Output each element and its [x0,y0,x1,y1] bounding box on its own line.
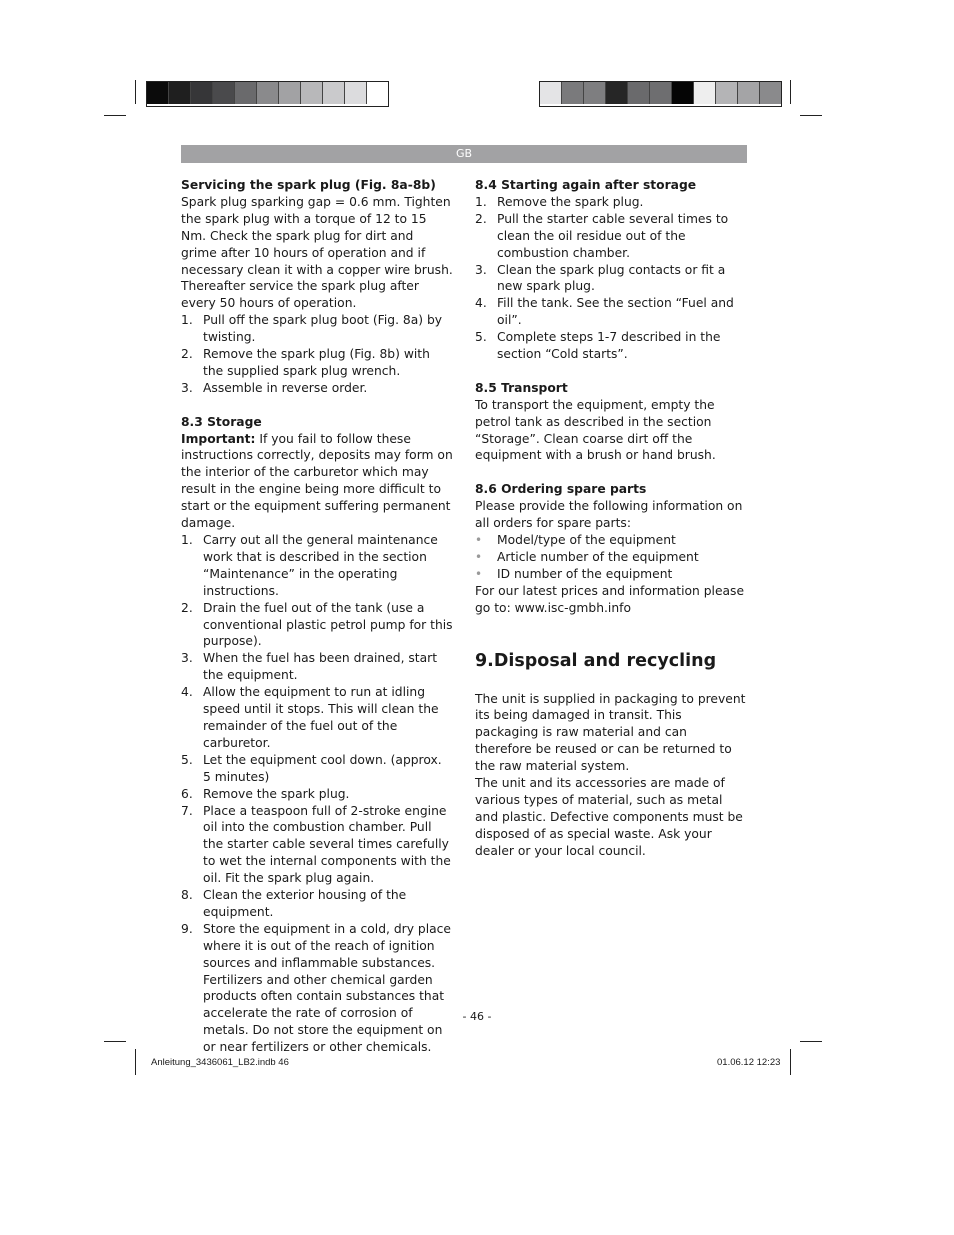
spark-plug-heading: Servicing the spark plug (Fig. 8a-8b) [181,178,436,192]
starting-again-steps [475,194,747,363]
crop-mark [800,115,822,116]
item-text: Complete steps 1-7 described in the section “Cold starts”. [497,330,721,362]
crop-mark [800,1041,822,1042]
list-item [475,532,747,549]
item-text: Carry out all the general maintenance work that is described in the section “Maintenance” in the operating instructions. [203,533,438,598]
color-swatch [235,82,257,104]
important-text: If you fail to follow these instructions correctly, deposits may form on the interior of the carburetor which may result in the engine being more difficult to start or the equipment suffering permanent damage. [181,431,453,531]
storage-heading: 8.3 Storage [181,414,262,429]
color-swatch [606,82,628,104]
crop-mark [135,80,136,104]
item-text: Allow the equipment to run at idling speed until it stops. This will clean the remainder of the fuel out of the carburetor. [203,685,439,750]
crop-mark [104,115,126,116]
item-text: Remove the spark plug. [497,194,644,209]
storage-steps [181,532,453,1056]
spare-parts-intro: Please provide the following information on all orders for spare parts: [475,499,743,531]
item-text: Article number of the equipment [497,549,699,564]
right-column [475,177,747,860]
item-text: ID number of the equipment [497,566,673,581]
page-number: - 46 - [462,1010,492,1023]
step-number: 2. [181,600,193,615]
item-text: Assemble in reverse order. [203,380,368,395]
color-swatch [628,82,650,104]
item-text: Clean the exterior housing of the equipment. [203,888,407,919]
list-item [475,194,747,211]
color-swatch [191,82,213,104]
color-swatch [694,82,716,104]
list-item [475,329,747,363]
step-number: 1. [181,313,193,328]
spare-parts-list [475,532,747,583]
step-number: 2. [475,211,487,226]
step-number: 8. [181,888,193,903]
list-item [181,786,453,803]
item-text: Pull the starter cable several times to clean the oil residue out of the combustion chamber. [497,211,729,260]
step-number: 7. [181,803,193,818]
list-item [181,752,453,786]
color-swatch [147,82,169,104]
spare-parts-heading: 8.6 Ordering spare parts [475,482,647,497]
list-item [181,312,453,346]
step-number: 3. [475,262,487,277]
item-text: Fill the tank. See the section “Fuel and oil”. [497,296,734,328]
color-swatch [650,82,672,104]
item-text: When the fuel has been drained, start the equipment. [203,651,438,683]
step-number: 9. [181,921,193,936]
color-swatch [540,82,562,104]
color-swatch [213,82,235,104]
color-bar-left [146,81,389,107]
color-bar-right [539,81,782,107]
list-item [181,887,453,921]
step-number: 5. [475,330,487,345]
step-number: 3. [181,651,193,666]
left-column [181,177,453,1056]
list-item [475,295,747,329]
step-number: 6. [181,786,193,801]
step-number: 2. [181,347,193,362]
item-text: Store the equipment in a cold, dry place where it is out of the reach of ignition sources and inflammable substances. Fertilizers and other chemical garden products often contain substances that accelerate the rate of corrosion of metals. Do not store the equipment on or near fertilizers or other chemicals. [203,921,451,1055]
color-swatch [562,82,584,104]
list-item [181,650,453,684]
bullet-marker: • [475,549,483,564]
step-number: 1. [475,194,487,209]
item-text: Remove the spark plug (Fig. 8b) with the supplied spark plug wrench. [203,347,430,378]
transport-heading: 8.5 Transport [475,380,568,395]
list-item [181,346,453,380]
step-number: 4. [475,296,487,311]
color-swatch [301,82,323,104]
disposal-paragraph-1: The unit is supplied in packaging to prevent its being damaged in transit. This packaging is raw material and can therefore be reused or can be returned to the raw material system. [475,691,746,774]
list-item [181,684,453,752]
color-swatch [716,82,738,104]
color-swatch [672,82,694,104]
crop-mark [790,1049,791,1075]
list-item [181,921,453,1056]
list-item [181,803,453,888]
color-swatch [323,82,345,104]
color-swatch [738,82,760,104]
starting-again-heading: 8.4 Starting again after storage [475,178,697,192]
step-number: 5. [181,752,193,767]
color-swatch [584,82,606,104]
crop-mark [790,80,791,104]
color-swatch [367,82,388,104]
transport-text: To transport the equipment, empty the petrol tank as described in the section “Storage”. Clean coarse dirt off the equipment with a brush or hand brush. [475,397,716,463]
color-swatch [257,82,279,104]
list-item [181,600,453,651]
item-text: Drain the fuel out of the tank (use a conventional plastic petrol pump for this purpose). [203,600,453,649]
item-text: Place a teaspoon full of 2-stroke engine oil into the combustion chamber. Pull the starter cable several times carefully to wet the internal components with the oil. Fit the spark plug again. [203,803,451,886]
list-item [475,566,747,583]
list-item [181,532,453,600]
step-number: 3. [181,380,193,395]
step-number: 4. [181,685,193,700]
step-number: 1. [181,533,193,548]
storage-important [181,431,453,532]
disposal-heading: 9.Disposal and recycling [475,650,717,671]
list-item [475,549,747,566]
footer-datetime: 01.06.12 12:23 [717,1057,781,1068]
spark-plug-intro: Spark plug sparking gap = 0.6 mm. Tighten the spark plug with a torque of 12 to 15 Nm. Check the spark plug for dirt and grime after 10 hours of operation and if necessary clean it with a copper wire brush. Thereafter service the spark plug after every 50 hours of operation. [181,194,453,311]
important-label: Important: [181,431,256,446]
spare-parts-outro: For our latest prices and information please go to: www.isc-gmbh.info [475,583,745,615]
item-text: Remove the spark plug. [203,786,350,801]
item-text: Pull off the spark plug boot (Fig. 8a) by twisting. [203,313,443,345]
crop-mark [104,1041,126,1042]
list-item [475,262,747,296]
bullet-marker: • [475,533,483,547]
color-swatch [169,82,191,104]
list-item [475,211,747,262]
crop-mark [135,1049,136,1075]
item-text: Let the equipment cool down. (approx. 5 minutes) [203,752,442,784]
color-swatch [279,82,301,104]
disposal-paragraph-2: The unit and its accessories are made of various types of material, such as metal and plastic. Defective components must be disposed of as special waste. Ask your dealer or your local council. [475,776,743,858]
item-text: Model/type of the equipment [497,533,676,547]
item-text: Clean the spark plug contacts or fit a new spark plug. [497,262,726,294]
spark-plug-steps [181,312,453,397]
footer-file: Anleitung_3436061_LB2.indb 46 [151,1057,289,1068]
color-swatch [760,82,781,104]
list-item [181,380,453,397]
language-header: GB [181,145,747,163]
bullet-marker: • [475,566,483,581]
color-swatch [345,82,367,104]
